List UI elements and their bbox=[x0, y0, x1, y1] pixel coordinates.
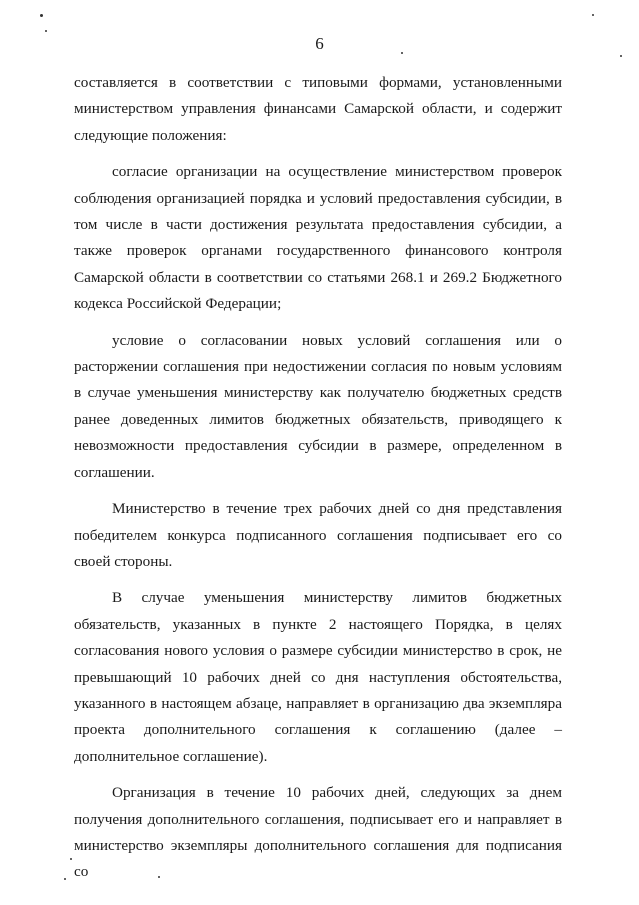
page-number: 6 bbox=[315, 34, 324, 53]
document-body bbox=[74, 70, 562, 886]
scan-speck bbox=[592, 14, 594, 16]
paragraph-4: Министерство в течение трех рабочих дней со дня представления победителем конкурса подписанного соглашения подписывает его со своей стороны. bbox=[74, 500, 562, 570]
scan-speck bbox=[70, 858, 72, 860]
paragraph-5: В случае уменьшения министерству лимитов бюджетных обязательств, указанных в пункте 2 настоящего Порядка, в целях согласования нового условия о размере субсидии министерство в срок, не превышающий 10 рабочих дней со дня наступления обстоятельства, указанного в настоящем абзаце, направляет в организацию два экземпляра проекта дополнительного соглашения к соглашению (далее – дополнительное соглашение). bbox=[74, 589, 562, 765]
scan-speck bbox=[401, 52, 403, 54]
paragraph-6: Организация в течение 10 рабочих дней, следующих за днем получения дополнительного соглашения, подписывает его и направляет в министерство экземпляры дополнительного соглашения для подписания со bbox=[74, 784, 562, 881]
scan-speck bbox=[158, 876, 160, 878]
scan-speck bbox=[620, 55, 622, 57]
paragraph-3: условие о согласовании новых условий соглашения или о расторжении соглашения при недостижении согласия по новым условиям в случае уменьшения министерству как получателю бюджетных средств ранее доведенных лимитов бюджетных обязательств, приводящего к невозможности предоставления субсидии в размере, определенном в соглашении. bbox=[74, 331, 562, 481]
paragraph-1: составляется в соответствии с типовыми формами, установленными министерством управления финансами Самарской области, и содержит следующие положения: bbox=[74, 74, 562, 144]
paragraph-2: согласие организации на осуществление министерством проверок соблюдения организацией порядка и условий предоставления субсидии, в том числе в части достижения результата предоставления субсидии, а также проверок органами государственного финансового контроля Самарской области в соответствии со статьями 268.1 и 269.2 Бюджетного кодекса Российской Федерации; bbox=[74, 163, 562, 313]
scan-speck bbox=[45, 30, 47, 32]
scan-speck bbox=[40, 14, 43, 17]
scan-speck bbox=[64, 878, 66, 880]
